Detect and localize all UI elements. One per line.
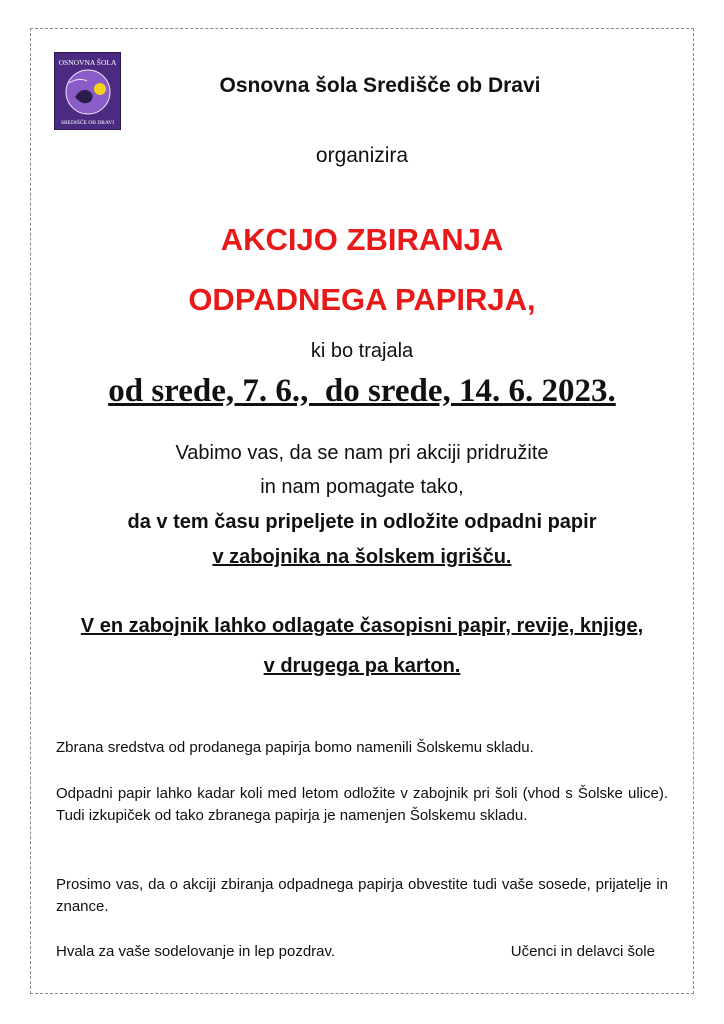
- duration-intro: ki bo trajala: [310, 340, 414, 362]
- containers-line-2: v drugega pa karton.: [263, 655, 461, 677]
- invitation-line-4: v zabojnika na šolskem igrišču.: [212, 546, 512, 568]
- thanks-text: Hvala za vaše sodelovanje in lep pozdrav.: [56, 943, 336, 960]
- school-name: Osnovna šola Središče ob Dravi: [219, 74, 541, 97]
- paragraph-funds: Zbrana sredstva od prodanega papirja bomo namenili Šolskemu skladu.: [56, 739, 534, 756]
- signature-text: Učenci in delavci šole: [510, 943, 655, 960]
- title-line-1: AKCIJO ZBIRANJA: [220, 222, 504, 257]
- invitation-line-2: in nam pomagate tako,: [260, 476, 464, 498]
- title-line-2: ODPADNEGA PAPIRJA,: [188, 282, 536, 317]
- invitation-line-1: Vabimo vas, da se nam pri akciji pridružite: [175, 442, 549, 464]
- organizes-text: organizira: [315, 144, 409, 167]
- logo-text-bottom: SREDIŠČE OB DRAVI: [60, 120, 115, 126]
- logo-text-top: OSNOVNA ŠOLA: [58, 58, 117, 67]
- event-dates: od srede, 7. 6., do srede, 14. 6. 2023.: [108, 373, 616, 409]
- paragraph-year-round: Odpadni papir lahko kadar koli med letom odložite v zabojnik pri šoli (vhod s Šolske ulice). Tudi izkupiček od tako zbranega papirja je namenjen Šolskemu skladu.: [56, 785, 668, 824]
- invitation-line-3: da v tem času pripeljete in odložite odpadni papir: [127, 511, 597, 533]
- containers-line-1: V en zabojnik lahko odlagate časopisni papir, revije, knjige,: [80, 615, 644, 637]
- paragraph-inform-neighbors: Prosimo vas, da o akciji zbiranja odpadnega papirja obvestite tudi vaše sosede, prijatelje in znance.: [56, 876, 668, 915]
